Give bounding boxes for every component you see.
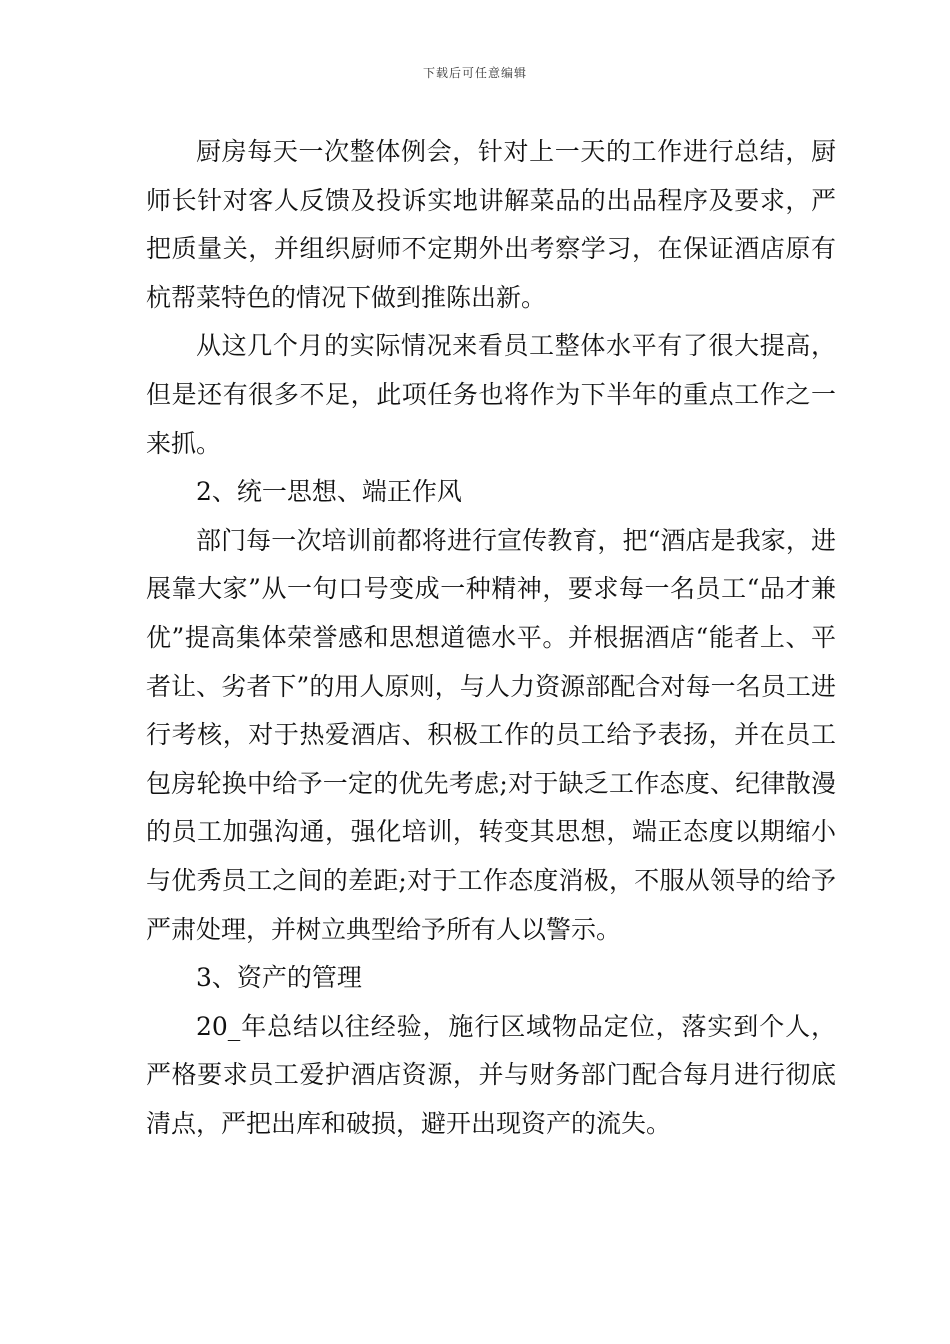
page-header: 下载后可任意编辑 [422, 66, 527, 80]
section-heading: 3、资产的管理 [196, 963, 362, 993]
paragraph: 20_年总结以往经验，施行区域物品定位，落实到个人，严格要求员工爱护酒店资源，并与财务部门配合每月进行彻底清点，严把出库和破损，避开出现资产的流失。 [146, 1011, 836, 1138]
document-body [146, 128, 836, 1148]
paragraph: 部门每一次培训前都将进行宣传教育，把“酒店是我家，进展靠大家”从一句口号变成一种精神，要求每一名员工“品才兼优”提高集体荣誉感和思想道德水平。并根据酒店“能者上、平者让、劣者下”的用人原则，与人力资源部配合对每一名员工进行考核，对于热爱酒店、积极工作的员工给予表扬，并在员工包房轮换中给予一定的优先考虑;对于缺乏工作态度、纪律散漫的员工加强沟通，强化培训，转变其思想，端正态度以期缩小与优秀员工之间的差距;对于工作态度消极，不服从领导的给予严肃处理，并树立典型给予所有人以警示。 [146, 525, 836, 944]
paragraph: 厨房每天一次整体例会，针对上一天的工作进行总结，厨师长针对客人反馈及投诉实地讲解菜品的出品程序及要求，严把质量关，并组织厨师不定期外出考察学习，在保证酒店原有杭帮菜特色的情况下做到推陈出新。 [146, 137, 836, 312]
paragraph: 从这几个月的实际情况来看员工整体水平有了很大提高，但是还有很多不足，此项任务也将作为下半年的重点工作之一来抓。 [146, 331, 836, 458]
section-heading: 2、统一思想、端正作风 [196, 477, 462, 507]
